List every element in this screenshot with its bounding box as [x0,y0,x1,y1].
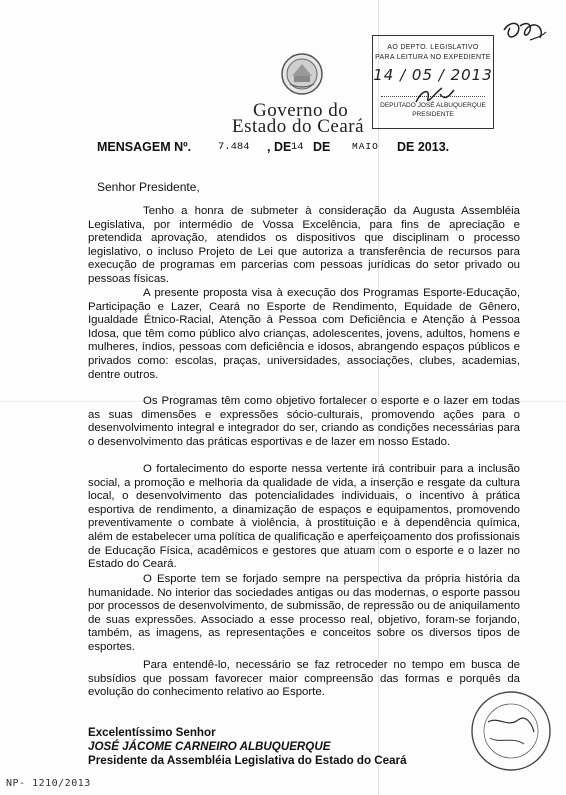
paragraph-5 [88,573,520,655]
paragraph-2-text: A presente proposta visa à execução dos Programas Esporte-Educação, Participação e Lazer, Ceará no Esporte de Rendimento, Equidade de Gênero, Igualdade Étnico-Racial, Atenção à Pessoa com Deficiência e Atenção à Pessoa Idosa, que têm como público alvo crianças, adolescentes, jovens, adultos, homens e mulheres, índios, pessoas com deficiência e idosos, abrangendo espaços públicos e privados como: escolas, praças, universidades, associações, clubes, academias, dentre outros. [88,287,520,381]
message-label: MENSAGEM Nº. [97,140,192,154]
addressee-title: Excelentíssimo Senhor [88,726,216,739]
stamp-handwritten-date: 14 / 05 / 2013 [373,66,493,84]
message-de: , DE [267,140,292,154]
addressee-position: Presidente da Assembléia Legislativa do Estado do Ceará [88,753,407,767]
paragraph-5-text: O Esporte tem se forjado sempre na perspectiva da própria história da humanidade. No interior das sociedades antigas ou das modernas, o esporte passou por processos de desenvolvimento, de submissão, de repressão ou de aniquilamento de suas expressões. Associado a esse processo real, objetivo, foram-se forjando, também, as imagens, as representações e conceitos sobre os diversos tipos de esportes. [88,573,520,653]
message-year: DE 2013. [397,140,450,154]
paragraph-3 [88,395,520,449]
addressee-block [88,726,407,767]
paragraph-1-text: Tenho a honra de submeter à consideração da Augusta Assembléia Legislativa, por intermédio de Vossa Excelência, para fins de apreciação e pretendida aprovação, atendidos os dispositivos que disciplinam o processo legislativo, o incluso Projeto de Lei que autoriza a transferência de recursos para execução de programas em parcerias com pessoas jurídicas do setor privado ou pessoas físicas. [88,205,520,285]
addressee-name: JOSÉ JÁCOME CARNEIRO ALBUQUERQUE [88,739,331,753]
stamp-signature [410,82,460,112]
estado-line: Estado do Ceará [232,116,365,137]
salutation: Senhor Presidente, [97,180,200,194]
message-de-2: DE [313,140,331,154]
message-day: 14 [291,141,304,153]
handwritten-initials [500,16,550,52]
paragraph-1 [88,205,520,287]
protocol-number: NP- 1210/2013 [6,778,91,789]
paragraph-4-text: O fortalecimento do esporte nessa vertente irá contribuir para a inclusão social, a promoção e melhoria da qualidade de vida, a inserção e resgate da cultura local, o desenvolvimento das potencialidades individuais, o incentivo à prática esportiva de rendimento, a dinamização de espaços e equipamentos, promovendo preventivamente o combate à violência, à prostituição e à dependência química, além de estabelecer uma política de qualificação e aperfeiçoamento dos profissionais de Educação Física, acadêmicos e gestores que atuam com o esporte e o lazer no Estado do Ceará. [88,463,520,571]
stamp-line-2: PARA LEITURA NO EXPEDIENTE [375,54,491,61]
paragraph-3-text: Os Programas têm como objetivo fortalecer o esporte e o lazer em todas as suas dimensões e expressões sócio-culturais, promovendo ações para o desenvolvimento integral e integrador do ser, criando as condições necessárias para o desenvolvimento das práticas esportivas e de lazer em nosso Estado. [88,395,520,448]
stamp-line-1: AO DEPTO. LEGISLATIVO [387,44,479,51]
paragraph-6 [88,659,520,700]
stamp-line-3: DEPUTADO JOSÉ ALBUQUERQUE [380,102,486,109]
paragraph-6-text: Para entendê-lo, necessário se faz retroceder no tempo em busca de subsídios que possam favorecer maior compreensão das formas e porquês da evolução do conhecimento relativo ao Esporte. [88,659,520,699]
message-month: MAIO [352,141,379,152]
ceara-coat-of-arms-seal [280,52,324,96]
stamp-line-4: PRESIDENTE [412,111,454,118]
procuradoria-round-stamp [468,688,554,774]
message-header [97,140,497,156]
governo-line: Governo do [253,100,349,121]
message-number: 7.484 [218,141,250,153]
paragraph-2 [88,287,520,382]
paragraph-4 [88,463,520,572]
